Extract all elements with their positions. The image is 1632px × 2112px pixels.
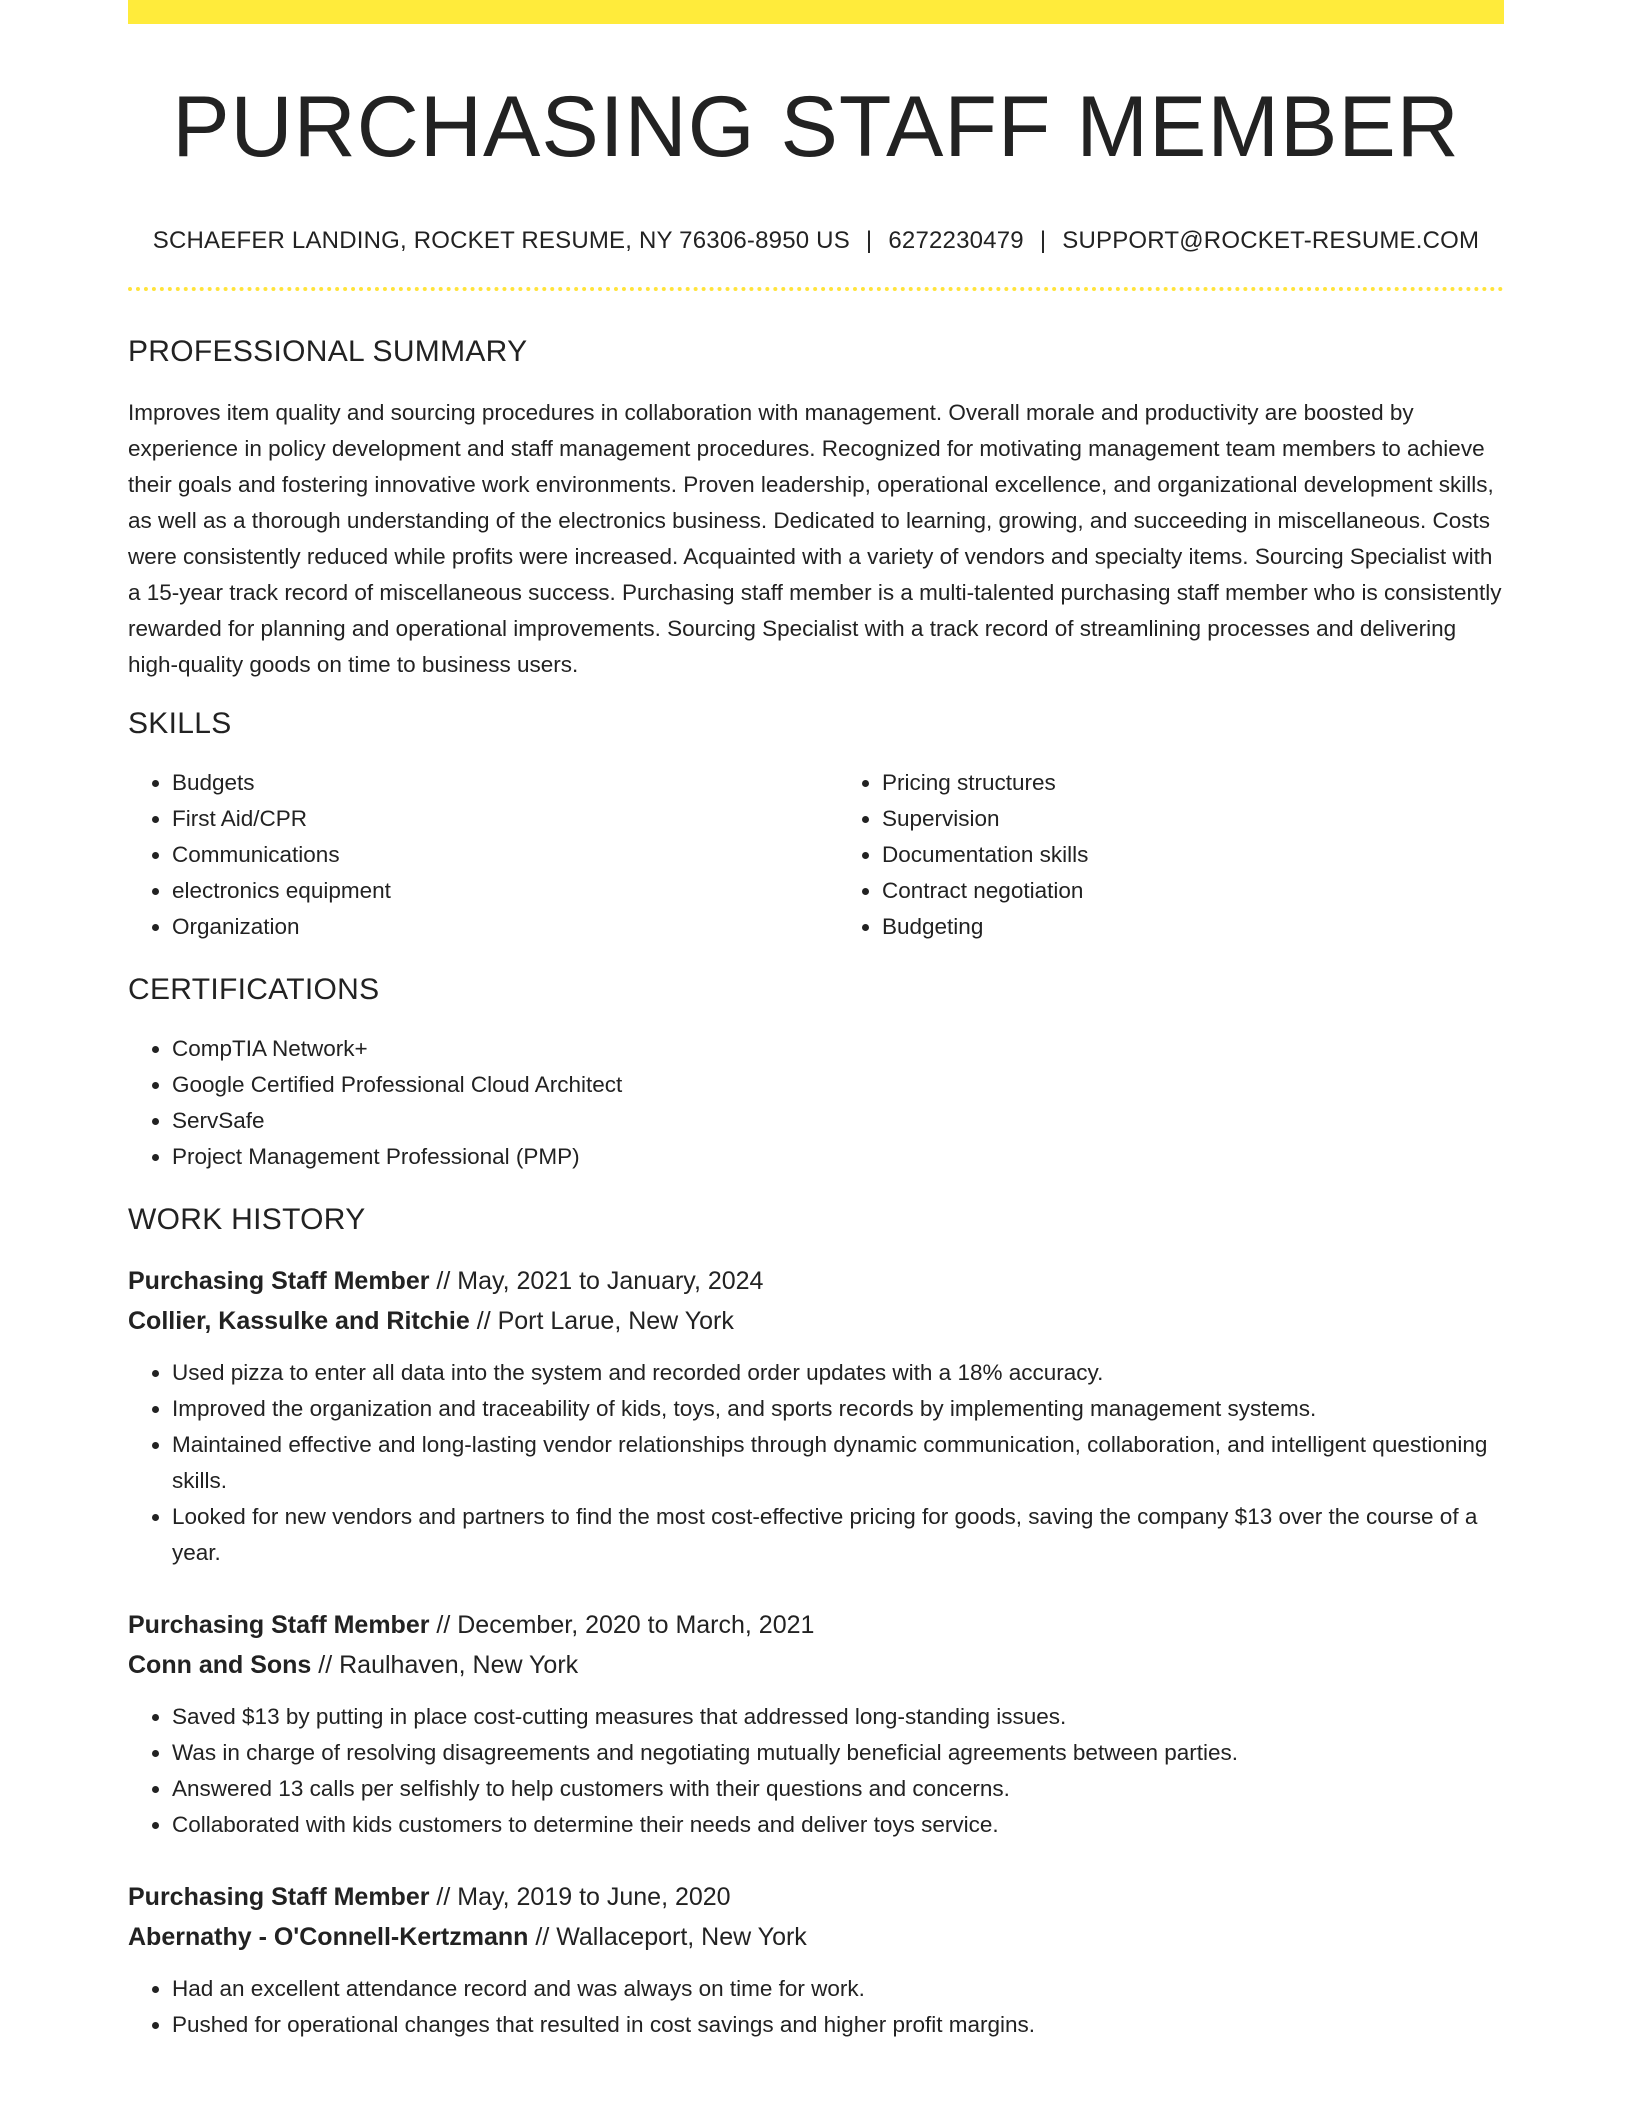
job-title: Purchasing Staff Member [128, 1882, 430, 1911]
job-bullet: • Saved $13 by putting in place cost-cutting measures that addressed long-standing issues. [172, 1699, 1504, 1735]
job-bullet: • Maintained effective and long-lasting vendor relationships through dynamic communication, collaboration, and intelligent questioning skills. [172, 1427, 1504, 1499]
job-divider: // [429, 1266, 458, 1295]
skill-item: • Communications [172, 837, 860, 873]
skills-heading: SKILLS [128, 706, 232, 740]
job-bullet: • Pushed for operational changes that resulted in cost savings and higher profit margins. [172, 2007, 1504, 2043]
skill-item: • Documentation skills [882, 837, 1570, 873]
summary-text: Improves item quality and sourcing procedures in collaboration with management. Overall morale and productivity are boosted by experience in policy development and staff management procedures. Recognized for motivating management team members to achieve their goals and fostering innovative work environments. Proven leadership, operational excellence, and organizational development skills, as well as a thorough understanding of the electronics business. Dedicated to learning, growing, and succeeding in miscellaneous. Costs were consistently reduced while profits were increased. Acquainted with a variety of vendors and specialty items. Sourcing Specialist with a 15-year track record of miscellaneous success. Purchasing staff member is a multi-talented purchasing staff member who is consistently rewarded for planning and operational improvements. Sourcing Specialist with a track record of streamlining processes and delivering high-quality goods on time to business users. [128, 399, 1502, 677]
job-divider: // [469, 1306, 498, 1335]
accent-bar [128, 0, 1504, 24]
resume-name: PURCHASING STAFF MEMBER [172, 79, 1460, 175]
skills-list-left [128, 765, 860, 945]
certification-item: • Google Certified Professional Cloud Architect [172, 1067, 1504, 1103]
job-entry [128, 1877, 1504, 2043]
skill-item: • Pricing structures [882, 765, 1570, 801]
skill-item: • Supervision [882, 801, 1570, 837]
job-company: Collier, Kassulke and Ritchie [128, 1306, 470, 1335]
skill-item: • Budgets [172, 765, 860, 801]
job-company-line [128, 1645, 1504, 1685]
certification-item: • CompTIA Network+ [172, 1031, 1504, 1067]
certification-item: • ServSafe [172, 1103, 1504, 1139]
job-location: Port Larue, New York [497, 1306, 734, 1335]
job-bullet: • Answered 13 calls per selfishly to help customers with their questions and concerns. [172, 1771, 1504, 1807]
job-company-line [128, 1301, 1504, 1341]
job-location: Wallaceport, New York [556, 1922, 807, 1951]
job-divider: // [429, 1610, 458, 1639]
job-bullet: • Improved the organization and traceability of kids, toys, and sports records by implementing management systems. [172, 1391, 1504, 1427]
job-divider: // [311, 1650, 340, 1679]
contact-separator: | [865, 226, 873, 254]
skills-list-right [860, 765, 1570, 945]
skill-item: • First Aid/CPR [172, 801, 860, 837]
skill-item: • Organization [172, 909, 860, 945]
job-dates: December, 2020 to March, 2021 [457, 1610, 815, 1639]
job-divider: // [528, 1922, 557, 1951]
skill-item: • Contract negotiation [882, 873, 1570, 909]
job-entry [128, 1605, 1504, 1843]
job-bullet: • Had an excellent attendance record and was always on time for work. [172, 1971, 1504, 2007]
job-bullet: • Collaborated with kids customers to determine their needs and deliver toys service. [172, 1807, 1504, 1843]
contact-line [128, 227, 1504, 255]
skill-item: • electronics equipment [172, 873, 860, 909]
job-bullet: • Was in charge of resolving disagreements and negotiating mutually beneficial agreements between parties. [172, 1735, 1504, 1771]
job-title-line [128, 1877, 1504, 1917]
certification-item: • Project Management Professional (PMP) [172, 1139, 1504, 1175]
summary-heading: PROFESSIONAL SUMMARY [128, 334, 528, 368]
job-bullets [128, 1699, 1504, 1843]
skills-grid [128, 741, 1504, 945]
job-title: Purchasing Staff Member [128, 1266, 430, 1295]
contact-address: SCHAEFER LANDING, ROCKET RESUME, NY 76306-8950 US [152, 226, 850, 254]
job-company: Conn and Sons [128, 1650, 312, 1679]
job-title-line [128, 1605, 1504, 1645]
contact-separator: | [1039, 226, 1047, 254]
job-bullets [128, 1355, 1504, 1571]
job-title-line [128, 1261, 1504, 1301]
job-bullet: • Looked for new vendors and partners to find the most cost-effective pricing for goods, saving the company $13 over the course of a year. [172, 1499, 1504, 1571]
skill-item: • Budgeting [882, 909, 1570, 945]
job-entry [128, 1261, 1504, 1571]
certifications-list [128, 1031, 1504, 1175]
job-title: Purchasing Staff Member [128, 1610, 430, 1639]
job-company-line [128, 1917, 1504, 1957]
job-location: Raulhaven, New York [339, 1650, 579, 1679]
job-company: Abernathy - O'Connell-Kertzmann [128, 1922, 529, 1951]
header-divider [128, 287, 1504, 291]
job-bullets [128, 1971, 1504, 2043]
job-bullet: • Used pizza to enter all data into the system and recorded order updates with a 18% accuracy. [172, 1355, 1504, 1391]
job-dates: May, 2019 to June, 2020 [457, 1882, 731, 1911]
job-dates: May, 2021 to January, 2024 [457, 1266, 764, 1295]
job-divider: // [429, 1882, 458, 1911]
contact-phone: 6272230479 [888, 226, 1024, 254]
resume-content [128, 0, 1504, 2043]
contact-email: SUPPORT@ROCKET-RESUME.COM [1062, 226, 1480, 254]
work-history-heading: WORK HISTORY [128, 1202, 366, 1236]
certifications-heading: CERTIFICATIONS [128, 972, 380, 1006]
